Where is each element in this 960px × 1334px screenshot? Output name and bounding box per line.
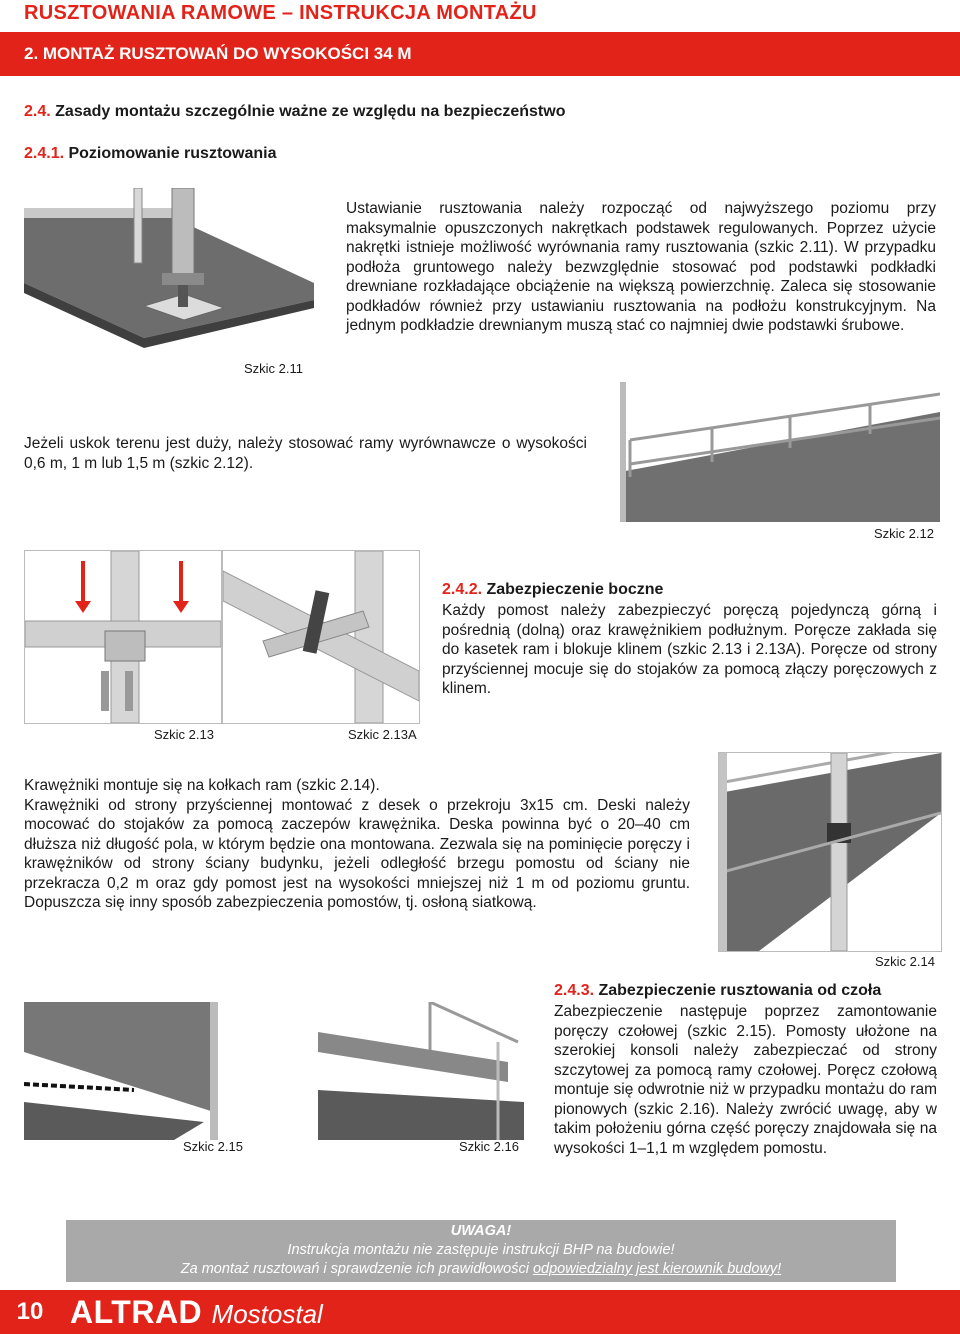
brand-name: ALTRAD [70,1294,203,1330]
warning-line-1: Instrukcja montażu nie zastępuje instrukcji BHP na budowie! [287,1242,675,1258]
section-title: Zasady montażu szczególnie ważne ze względu na bezpieczeństwo [55,103,566,120]
figure-2-13a [222,550,420,724]
caption-2-13a: Szkic 2.13A [348,727,417,742]
subsection-number: 2.4.2. [442,581,483,598]
section-heading-2-4 [24,103,565,121]
warning-line-2-underlined: odpowiedzialny jest kierownik budowy! [532,1261,782,1277]
warning-box [66,1220,896,1282]
subsection-number: 2.4.3. [554,982,595,999]
page-number: 10 [0,1290,60,1334]
subsection-title: Zabezpieczenie boczne [486,581,664,598]
document-title: RUSZTOWANIA RAMOWE – INSTRUKCJA MONTAŻU [24,2,537,24]
paragraph-levelling: Ustawianie rusztowania należy rozpocząć od najwyższego poziomu przy maksymalnie opuszczonych nakrętkach podstawek regulowanych. Poprzez użycie nakrętki istnieje możliwość wyrównania ramy rusztowania (szkic 2.11). W przypadku podłoża gruntowego należy bezwzględnie stosować pod podstawki podkładki drewniane rozkładające obciążenie na większą powierzchnię. Zaleca się stosowanie podkładów również przy ustawianiu rusztowania na podłożu konstrukcyjnym. Na jednym podkładzie drewnianym muszą stać co najmniej dwie podstawki śrubowe. [346,200,936,334]
figure-2-16 [318,1002,524,1140]
paragraph-side-protection: Każdy pomost należy zabezpieczyć poręczą pojedynczą górną i pośrednią (dolną) oraz krawężnikiem podłużnym. Poręcze zakłada się do kasetek ram i blokuje klinem (szkic 2.13 i 2.13A). Poręcze od strony przyściennej mocuje się do stojaków za pomocą złączy poręczowych z klinem. [442,602,937,697]
caption-2-12: Szkic 2.12 [874,526,934,541]
paragraph-compensation-frames: Jeżeli uskok terenu jest duży, należy stosować ramy wyrównawcze o wysokości 0,6 m, 1 m lub 1,5 m (szkic 2.12). [24,435,587,472]
caption-2-11: Szkic 2.11 [244,361,304,376]
figure-2-12 [620,382,940,522]
subsection-title: Poziomowanie rusztowania [68,145,277,162]
section-heading-2-4-2 [442,581,663,599]
figure-2-14 [718,752,942,952]
figure-2-15 [24,1002,220,1140]
section-number: 2.4. [24,103,51,120]
caption-2-13: Szkic 2.13 [154,727,214,742]
section-heading-2-4-3 [554,982,881,1000]
warning-line-2-text: Za montaż rusztowań i sprawdzenie ich prawidłowości [180,1261,533,1277]
warning-title: UWAGA! [450,1223,512,1239]
subsection-number: 2.4.1. [24,145,65,162]
paragraph-toeboards [24,776,690,913]
chapter-bar [0,32,960,76]
warning-line-2 [66,1260,896,1279]
paragraph-front-protection: Zabezpieczenie następuje poprzez zamontowanie poręczy czołowej (szkic 2.15). Pomosty ułożone na szerokiej konsoli należy zabezpieczać od strony szczytowej za pomocą ramy czołowej. Poręcz czołową montuje się odwrotnie niż w przypadku montażu do ram pionowych (szkic 2.16). Należy zwrócić uwagę, aby w takim położeniu górna część poręczy znajdowała się na wysokości 1–1,1 m względem pomostu. [554,1003,937,1157]
chapter-title: 2. MONTAŻ RUSZTOWAŃ DO WYSOKOŚCI 34 M [24,44,412,63]
section-heading-2-4-1 [24,145,277,163]
brand-sub: Mostostal [211,1299,323,1329]
toeboard-line-1: Krawężniki montuje się na kołkach ram (szkic 2.14). [24,777,380,794]
brand-logo [70,1294,323,1331]
caption-2-14: Szkic 2.14 [875,954,935,969]
subsection-title: Zabezpieczenie rusztowania od czoła [598,982,882,999]
toeboard-line-2: Krawężniki od strony przyściennej montować z desek o przekroju 3x15 cm. Deski należy mocować do stojaków za pomocą zaczepów krawężnika. Deska powinna być o 20–40 cm dłuższa niż długość pola, w którym będzie ona montowana. Zezwala się na pominięcie poręczy i krawężników od strony ściany budynku, jeżeli odległość brzegu pomostu od ściany nie przekracza 0,2 m oraz gdy pomost jest na wysokości mniejszej niż 1 m od poziomu gruntu. Dopuszcza się inny sposób zabezpieczenia pomostów, tj. osłoną siatkową. [24,796,690,911]
caption-2-15: Szkic 2.15 [183,1139,243,1154]
caption-2-16: Szkic 2.16 [459,1139,519,1154]
figure-2-13 [24,550,222,724]
figure-2-11 [24,188,314,360]
